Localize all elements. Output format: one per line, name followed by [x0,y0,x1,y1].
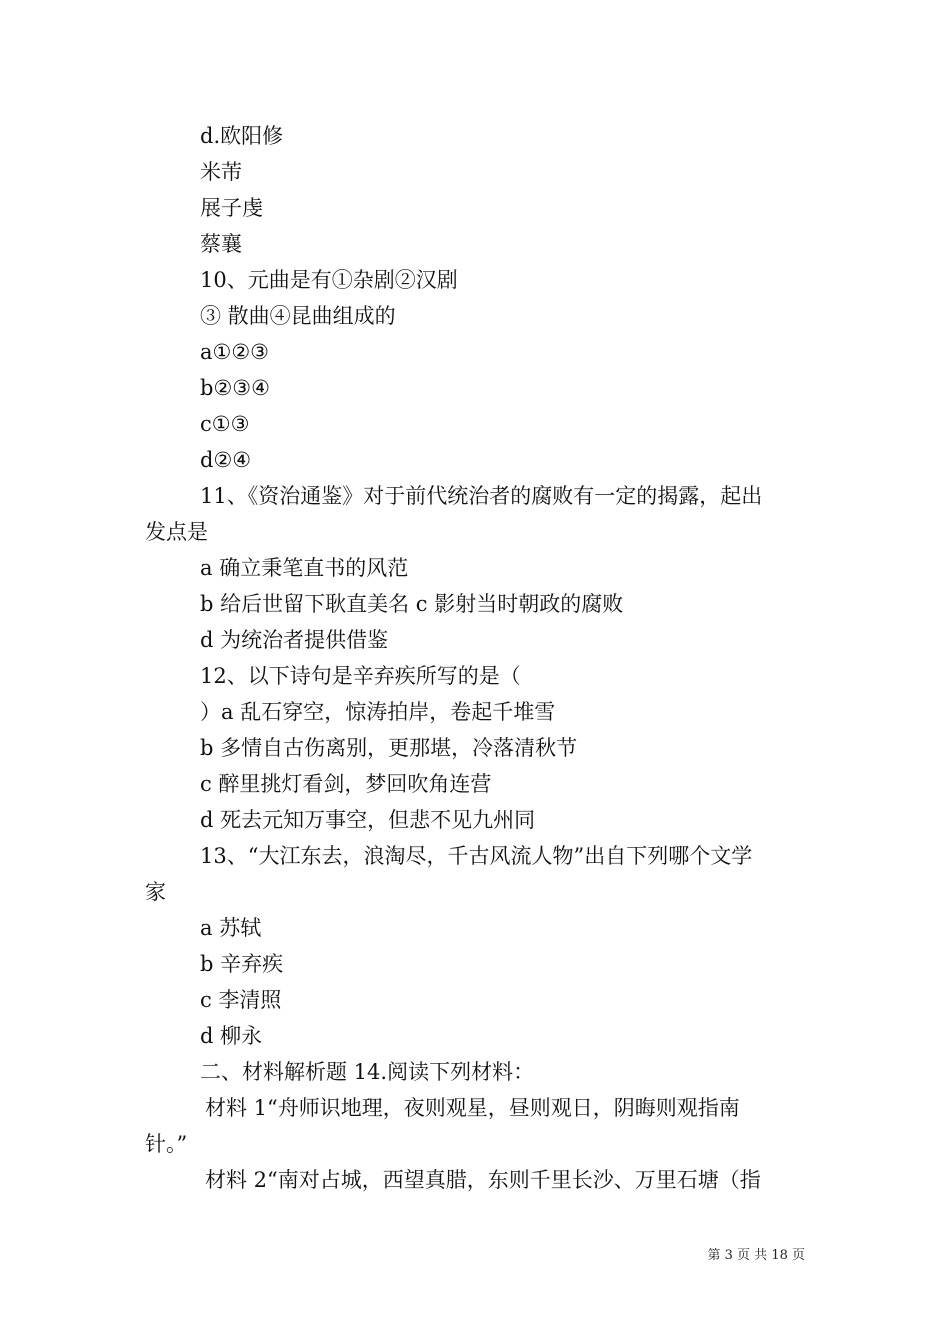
text-line: 针。” [145,1132,188,1156]
option-line: b②③④ [200,376,270,400]
question-12: 12、以下诗句是辛弃疾所写的是（ [200,664,521,688]
section-heading: 二、材料解析题 14.阅读下列材料： [200,1060,535,1084]
option-line: d 为统治者提供借鉴 [200,628,389,652]
text-line: 家 [145,880,166,904]
option-line: b 辛弃疾 [200,952,284,976]
option-line: ）a 乱石穿空，惊涛拍岸，卷起千堆雪 [200,700,556,724]
option-line: a 苏轼 [200,916,262,940]
question-11: 11、《资治通鉴》对于前代统治者的腐败有一定的揭露，起出 [200,484,763,508]
option-line: c①③ [200,412,250,436]
option-line: d 柳永 [200,1024,263,1048]
text-line: ③ 散曲④昆曲组成的 [200,304,396,328]
page-number-footer: 第 3 页 共 18 页 [707,1248,805,1263]
option-line: a 确立秉笔直书的风范 [200,556,409,580]
option-line: d 死去元知万事空，但悲不见九州同 [200,808,536,832]
material-1: 材料 1“舟师识地理，夜则观星，昼则观日，阴晦则观指南 [205,1096,740,1120]
material-2: 材料 2“南对占城，西望真腊，东则千里长沙、万里石塘（指 [205,1168,761,1192]
text-line: 展子虔 [200,196,263,220]
text-line: 发点是 [145,520,208,544]
text-line: 蔡襄 [200,232,242,256]
option-line: c 醉里挑灯看剑，梦回吹角连营 [200,772,492,796]
document-body [145,118,805,1198]
option-line: a①②③ [200,340,269,364]
question-13: 13、“大江东去，浪淘尽，千古风流人物”出自下列哪个文学 [200,844,753,868]
text-line: d.欧阳修 [200,124,284,148]
option-line: d②④ [200,448,252,472]
option-line: c 李清照 [200,988,282,1012]
option-line: b 多情自古伤离别，更那堪，冷落清秋节 [200,736,578,760]
question-10: 10、元曲是有①杂剧②汉剧 [200,268,458,292]
option-line: b 给后世留下耿直美名 c 影射当时朝政的腐败 [200,592,624,616]
text-line: 米芾 [200,160,242,184]
